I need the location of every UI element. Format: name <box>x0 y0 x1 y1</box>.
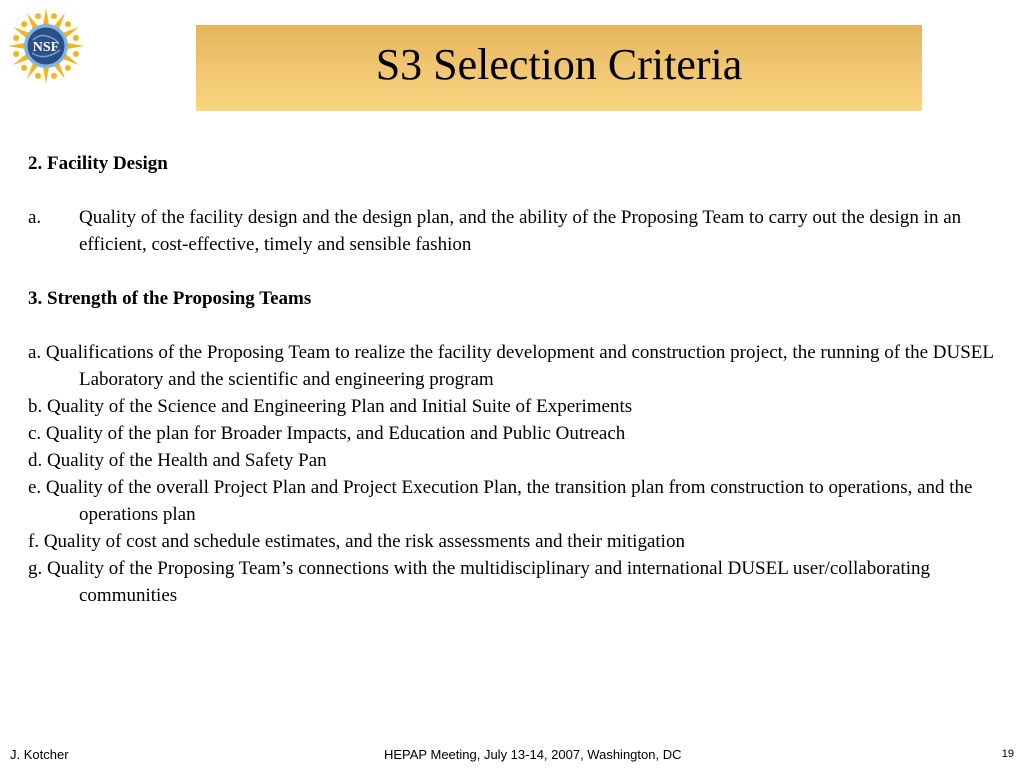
nsf-seal-ray <box>8 43 26 49</box>
nsf-seal-ray-dot <box>51 73 57 79</box>
list-item <box>28 204 1003 258</box>
list-item: e. Quality of the overall Project Plan and Project Execution Plan, the transition plan from construction to operations, and the operations plan <box>28 477 973 525</box>
page-title: S3 Selection Criteria <box>375 40 743 89</box>
list-item: g. Quality of the Proposing Team’s connections with the multidisciplinary and international DUSEL user/collaborating communities <box>28 558 931 606</box>
nsf-seal-ray-dot <box>13 51 19 57</box>
nsf-seal-svg <box>6 6 86 86</box>
title-banner <box>196 25 922 111</box>
nsf-seal-ray-dot <box>35 73 41 79</box>
nsf-seal-ray-dot <box>51 13 57 19</box>
nsf-seal-ray-dot <box>65 21 71 27</box>
footer-author: J. Kotcher <box>10 747 69 762</box>
footer-event: HEPAP Meeting, July 13-14, 2007, Washington, DC <box>384 747 682 762</box>
nsf-seal-ray-dot <box>65 65 71 71</box>
section-heading: 2. Facility Design <box>28 153 168 174</box>
nsf-seal-icon <box>6 6 86 86</box>
list-item: f. Quality of cost and schedule estimates, and the risk assessments and their mitigation <box>28 531 685 552</box>
page-number: 19 <box>1001 748 1014 760</box>
section-heading: 3. Strength of the Proposing Teams <box>28 288 312 309</box>
slide-body <box>28 150 1003 609</box>
nsf-seal-ray <box>66 43 84 49</box>
list-item: c. Quality of the plan for Broader Impacts, and Education and Public Outreach <box>28 423 626 444</box>
nsf-seal-ray-dot <box>21 21 27 27</box>
nsf-seal-ray <box>43 8 49 26</box>
nsf-seal-ray-dot <box>73 51 79 57</box>
spacer <box>28 258 1003 285</box>
nsf-seal-ray <box>43 66 49 84</box>
list-item: a. Qualifications of the Proposing Team to realize the facility development and construction project, the running of the DUSEL Laboratory and the scientific and engineering program <box>28 342 994 390</box>
spacer <box>28 177 1003 204</box>
list-item-text: Quality of the facility design and the design plan, and the ability of the Proposing Team to carry out the design in an efficient, cost-effective, timely and sensible fashion <box>79 207 962 255</box>
nsf-seal-ray-dot <box>21 65 27 71</box>
spacer <box>28 312 1003 339</box>
nsf-seal-ray-dot <box>35 13 41 19</box>
list-item: d. Quality of the Health and Safety Pan <box>28 450 327 471</box>
list-item-marker: a. <box>28 207 42 228</box>
nsf-seal-ray-dot <box>73 35 79 41</box>
list-item: b. Quality of the Science and Engineering Plan and Initial Suite of Experiments <box>28 396 633 417</box>
nsf-seal-text: NSF <box>32 40 60 55</box>
nsf-seal-ray-dot <box>13 35 19 41</box>
